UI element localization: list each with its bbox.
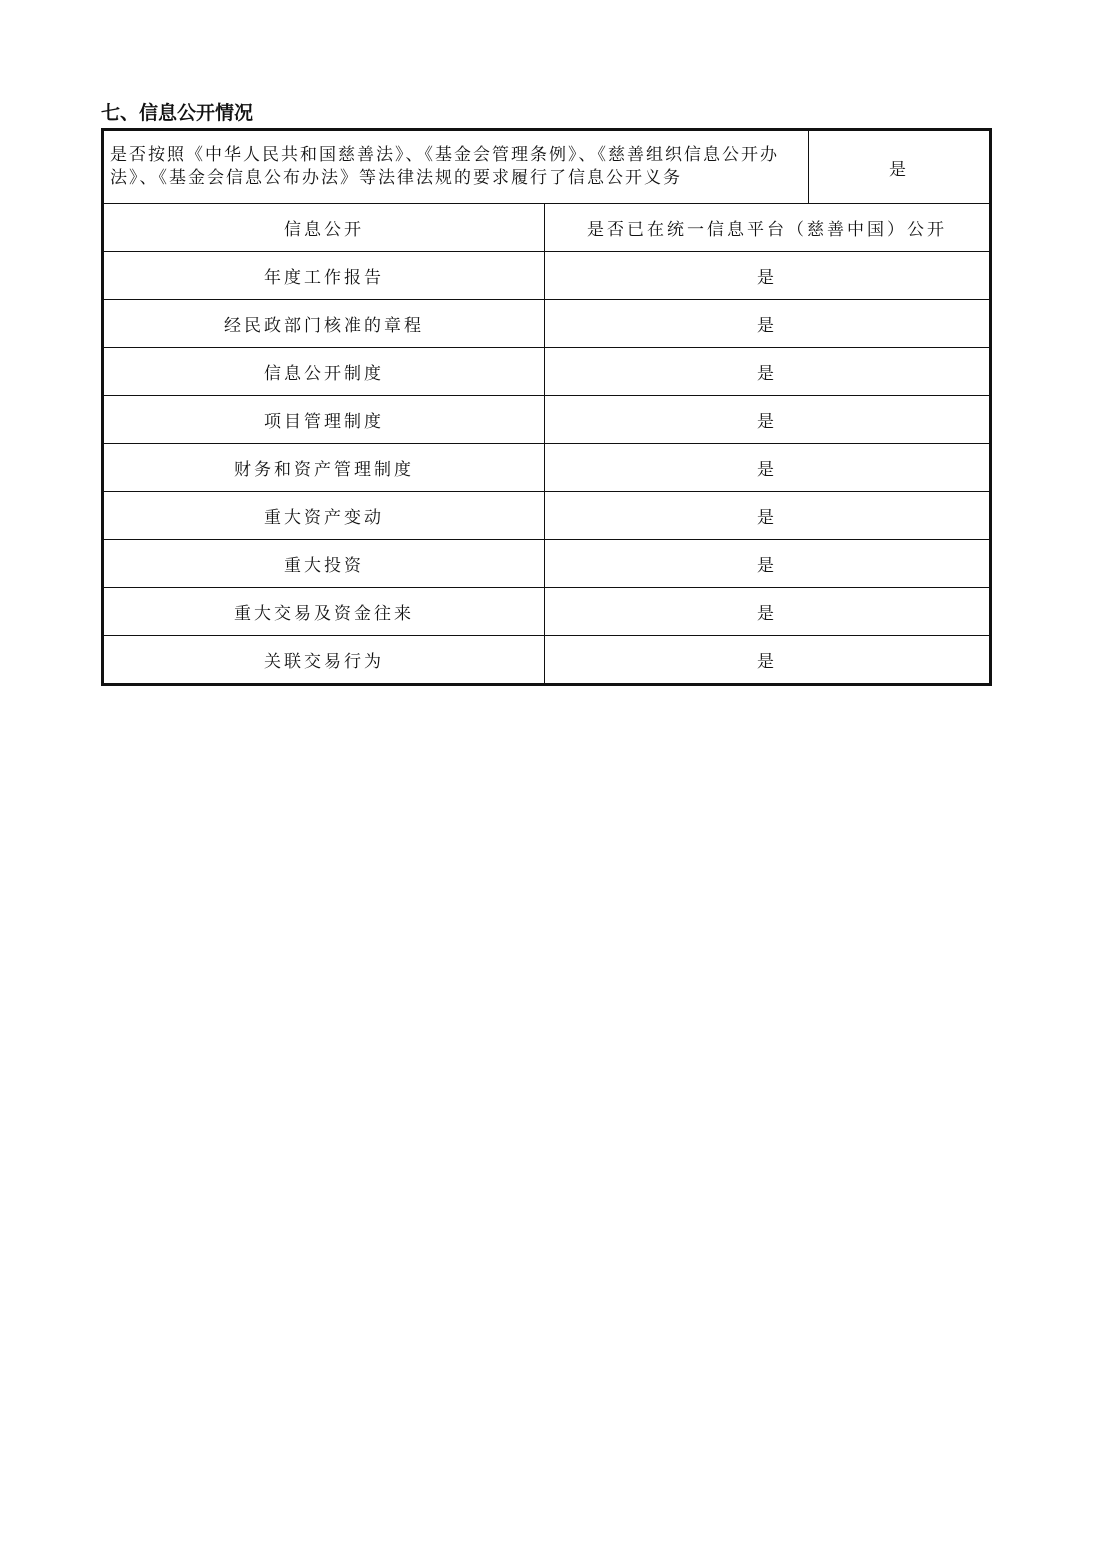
header-status: 是否已在统一信息平台（慈善中国）公开 <box>545 204 991 252</box>
row-item: 财务和资产管理制度 <box>103 444 545 492</box>
row-item: 信息公开制度 <box>103 348 545 396</box>
table-header-row <box>103 204 991 252</box>
table-row <box>103 252 991 300</box>
row-value: 是 <box>545 252 991 300</box>
row-value: 是 <box>545 444 991 492</box>
row-item: 重大交易及资金往来 <box>103 588 545 636</box>
info-disclosure-table <box>101 128 992 686</box>
table-row <box>103 300 991 348</box>
row-item: 年度工作报告 <box>103 252 545 300</box>
row-value: 是 <box>545 588 991 636</box>
row-item: 经民政部门核准的章程 <box>103 300 545 348</box>
table-row <box>103 348 991 396</box>
row-value: 是 <box>545 636 991 685</box>
row-value: 是 <box>545 492 991 540</box>
table-row <box>103 492 991 540</box>
row-value: 是 <box>545 300 991 348</box>
table-row <box>103 588 991 636</box>
table-row <box>103 540 991 588</box>
table-row <box>103 636 991 685</box>
row-item: 重大资产变动 <box>103 492 545 540</box>
compliance-question: 是否按照《中华人民共和国慈善法》、《基金会管理条例》、《慈善组织信息公开办法》、《基金会信息公布办法》等法律法规的要求履行了信息公开义务 <box>103 130 809 204</box>
section-title: 七、信息公开情况 <box>101 102 254 124</box>
table-row <box>103 444 991 492</box>
row-item: 关联交易行为 <box>103 636 545 685</box>
row-value: 是 <box>545 348 991 396</box>
compliance-row <box>103 130 991 204</box>
row-item: 项目管理制度 <box>103 396 545 444</box>
table-row <box>103 396 991 444</box>
row-item: 重大投资 <box>103 540 545 588</box>
header-item: 信息公开 <box>103 204 545 252</box>
row-value: 是 <box>545 396 991 444</box>
compliance-answer: 是 <box>809 130 991 204</box>
row-value: 是 <box>545 540 991 588</box>
